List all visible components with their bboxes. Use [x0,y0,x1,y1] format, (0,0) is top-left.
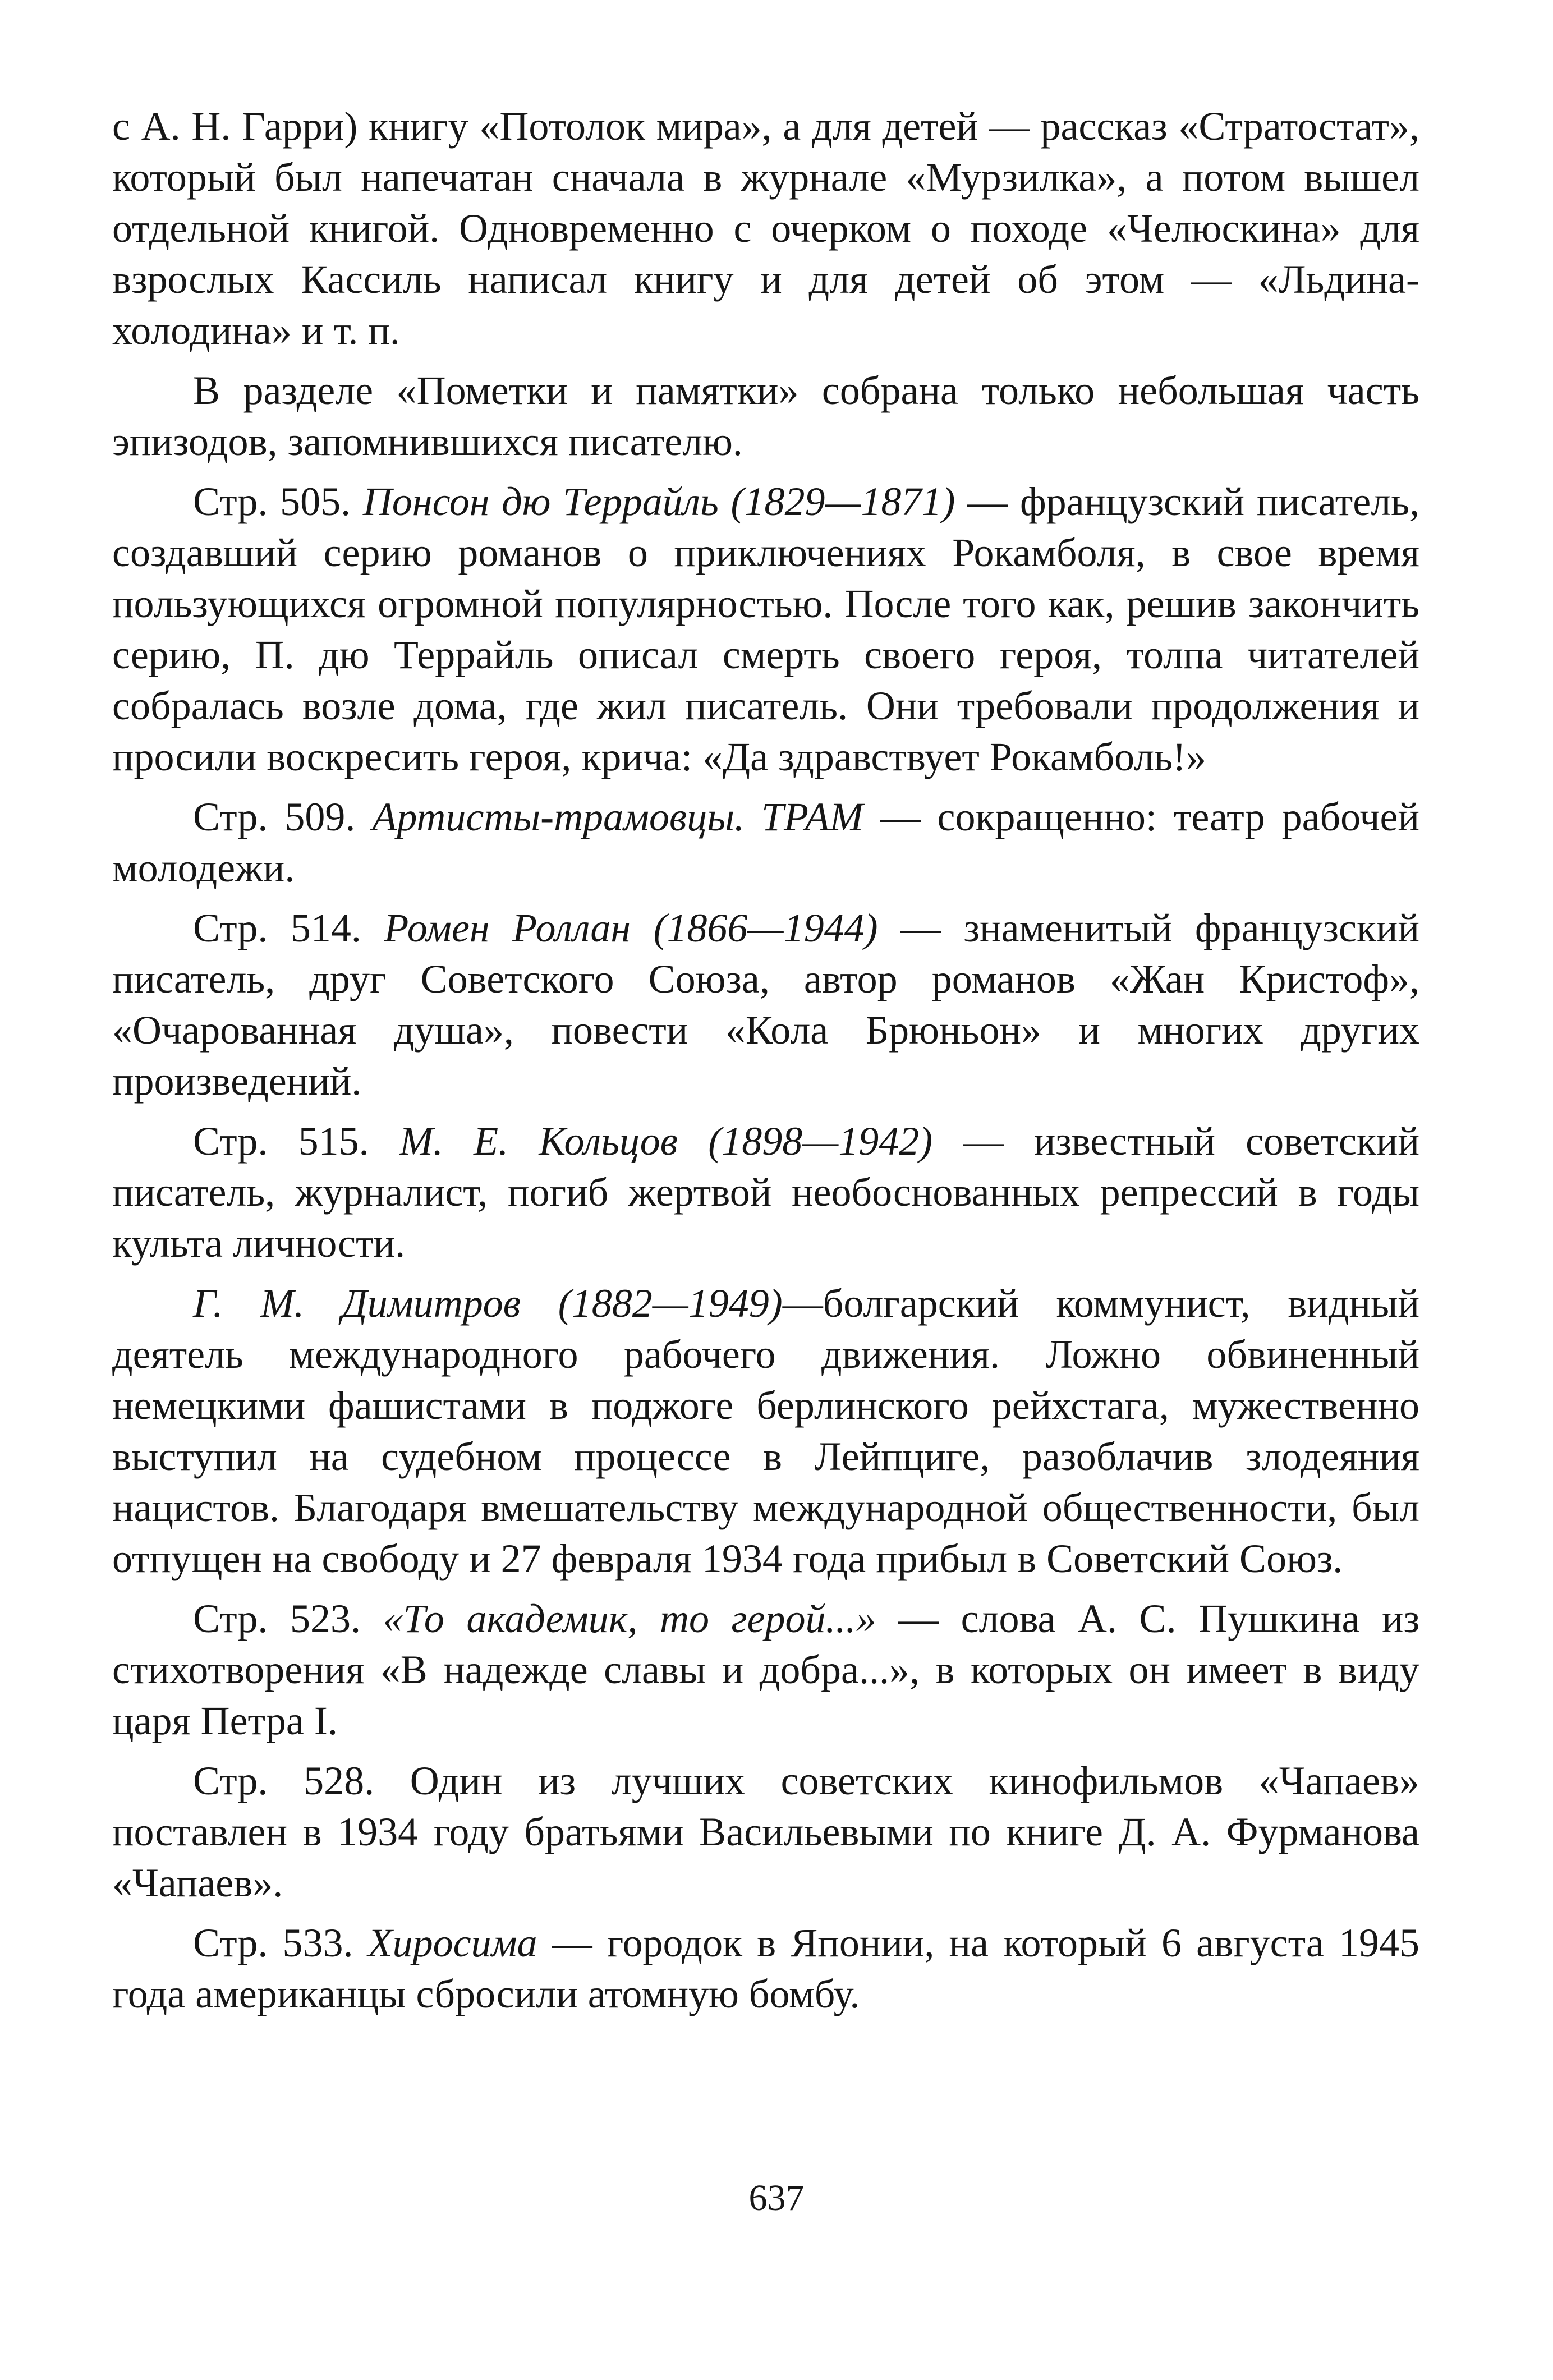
text-segment: — городок в Японии, на который 6 августа 1945 года американцы сбросили атомную бомбу. [112,1920,1420,2016]
paragraph-3 [112,476,1419,783]
italic-segment: Ромен Роллан (1866—1944) [384,906,878,950]
text-segment: Стр. 509. [193,794,373,839]
italic-segment: «То академик, то герой...» [383,1596,876,1641]
page-number: 637 [748,2177,805,2218]
paragraph-9 [112,1756,1419,1909]
text-segment: В разделе «Пометки и памятки» собрана только небольшая часть эпизодов, запомнившихся писателю. [112,368,1419,464]
text-segment: Стр. 528. Один из лучших советских кинофильмов «Чапаев» поставлен в 1934 году братьями Васильевыми по книге Д. А. Фурманова «Чапаев». [112,1758,1419,1905]
text-segment: Стр. 514. [193,906,384,950]
italic-segment: Хиросима [367,1920,537,1965]
text-segment: — известный советский писатель, журналист, погиб жертвой необоснованных репрессий в годы культа личности. [112,1119,1419,1266]
italic-segment: Понсон дю Террайль (1829—1871) [362,479,955,524]
italic-segment: М. Е. Кольцов (1898—1942) [399,1119,933,1164]
paragraph-4 [112,792,1419,894]
page-body [112,101,1419,2029]
text-segment: — знаменитый французский писатель, друг Советского Союза, автор романов «Жан Кристоф», «Очарованная душа», повести «Кола Брюньон» и многих других произведений. [112,906,1419,1104]
paragraph-2 [112,365,1419,467]
paragraph-10 [112,1918,1419,2020]
text-segment: —болгарский коммунист, видный деятель международного рабочего движения. Ложно обвиненный немецкими фашистами в поджоге берлинского рейхстага, мужественно выступил на судебном процессе в Лейпциге, разоблачив злодеяния нацистов. Благодаря вмешательству международной общественности, был отпущен на свободу и 27 февраля 1934 года прибыл в Советский Союз. [112,1281,1419,1581]
text-segment: Стр. 505. [193,479,363,524]
text-segment: — французский писатель, создавший серию романов о приключениях Рокамболя, в свое время пользующихся огромной популярностью. После того как, решив закончить серию, П. дю Террайль описал смерть своего героя, толпа читателей собралась возле дома, где жил писатель. Они требовали продолжения и просили воскресить героя, крича: «Да здравствует Рокамболь!» [112,479,1419,779]
paragraph-8 [112,1593,1419,1747]
text-segment: Стр. 533. [193,1920,368,1965]
paragraph-7 [112,1278,1419,1584]
paragraph-5 [112,903,1419,1107]
text-segment: — сокращенно: театр рабочей молодежи. [112,794,1419,890]
text-segment: — слова А. С. Пушкина из стихотворения «В надежде славы и добра...», в которых он имеет в виду царя Петра I. [112,1596,1420,1743]
text-segment: Стр. 523. [193,1596,383,1641]
text-segment: Стр. 515. [193,1119,399,1164]
italic-segment: Артисты-трамовцы. ТРАМ [372,794,863,839]
paragraph-6 [112,1116,1419,1269]
text-segment: с А. Н. Гарри) книгу «Потолок мира», а для детей — рассказ «Стратостат», который был напечатан сначала в журнале «Мурзилка», а потом вышел отдельной книгой. Одновременно с очерком о походе «Челюскина» для взрослых Кассиль написал книгу и для детей об этом — «Льдина-холодина» и т. п. [112,104,1419,353]
paragraph-1 [112,101,1419,356]
italic-segment: Г. М. Димитров (1882—1949) [193,1281,783,1326]
